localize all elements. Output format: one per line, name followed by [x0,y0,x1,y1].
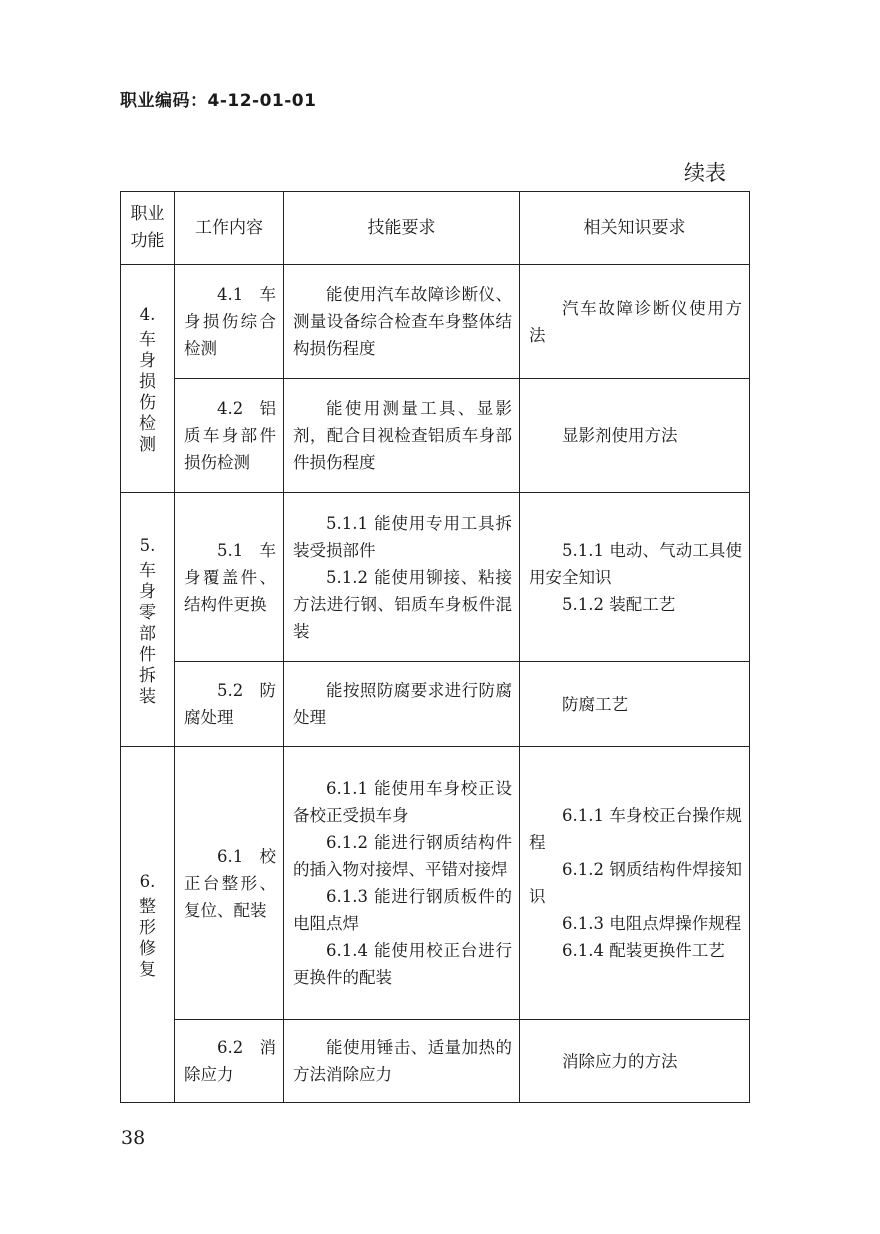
table-header-row [121,192,750,265]
skill-cell: 能按照防腐要求进行防腐处理 [284,662,520,747]
header-skill-requirements: 技能要求 [284,192,520,265]
skill-cell: 能使用测量工具、显影剂，配合目视检查铝质车身部件损伤程度 [284,379,520,493]
skill-item: 6.1.4 能使用校正台进行更换件的配装 [293,941,512,987]
knowledge-cell [520,493,750,662]
work-content-cell: 5.2 防腐处理 [175,662,284,747]
knowledge-item: 6.1.2 钢质结构件焊接知识 [529,860,742,906]
knowledge-item: 6.1.3 电阻点焊操作规程 [562,914,742,933]
function-number: 5. [139,535,156,555]
table-row [121,1020,750,1103]
knowledge-item: 6.1.4 配装更换件工艺 [562,941,725,960]
function-number: 4. [139,305,156,324]
skill-item: 5.1.1 能使用专用工具拆装受损部件 [293,513,512,560]
skill-cell [284,493,520,662]
function-cell-4 [121,265,175,493]
table-row [121,747,750,1020]
knowledge-cell: 消除应力的方法 [520,1020,750,1103]
page-number: 38 [121,1127,146,1149]
skill-item: 6.1.1 能使用车身校正设备校正受损车身 [293,779,512,825]
knowledge-cell: 防腐工艺 [520,662,750,747]
knowledge-item: 5.1.1 电动、气动工具使用安全知识 [529,540,742,587]
skill-item: 5.1.2 能使用铆接、粘接方法进行钢、铝质车身板件混装 [293,567,512,641]
knowledge-item: 6.1.1 车身校正台操作规程 [529,806,742,852]
work-content-cell: 6.2 消除应力 [175,1020,284,1103]
header-work-content: 工作内容 [175,192,284,265]
occupation-code: 职业编码：4-12-01-01 [120,91,317,111]
skill-cell: 能使用汽车故障诊断仪、测量设备综合检查车身整体结构损伤程度 [284,265,520,379]
knowledge-cell [520,747,750,1020]
table-row [121,379,750,493]
header-knowledge-requirements: 相关知识要求 [520,192,750,265]
function-cell-5 [121,493,175,747]
function-name: 车身零部件拆装 [139,560,156,707]
knowledge-cell: 显影剂使用方法 [520,379,750,493]
skill-item: 6.1.2 能进行钢质结构件的插入物对接焊、平错对接焊 [293,833,512,879]
work-content-cell: 4.2 铝质车身部件损伤检测 [175,379,284,493]
knowledge-item: 5.1.2 装配工艺 [562,594,676,614]
function-number: 6. [139,872,156,891]
knowledge-cell: 汽车故障诊断仪使用方法 [520,265,750,379]
work-content-cell: 4.1 车身损伤综合检测 [175,265,284,379]
function-cell-6 [121,747,175,1103]
work-content-cell: 5.1 车身覆盖件、结构件更换 [175,493,284,662]
table-row [121,493,750,662]
header-function: 职业功能 [121,192,175,265]
continued-label: 续表 [684,161,726,185]
work-content-cell: 6.1 校正台整形、复位、配装 [175,747,284,1020]
skill-cell: 能使用锤击、适量加热的方法消除应力 [284,1020,520,1103]
function-name: 车身损伤检测 [139,330,156,455]
table-row [121,662,750,747]
table-row [121,265,750,379]
skill-cell [284,747,520,1020]
competency-table [120,191,750,1103]
function-name: 整形修复 [139,897,156,980]
skill-item: 6.1.3 能进行钢质板件的电阻点焊 [293,887,512,933]
